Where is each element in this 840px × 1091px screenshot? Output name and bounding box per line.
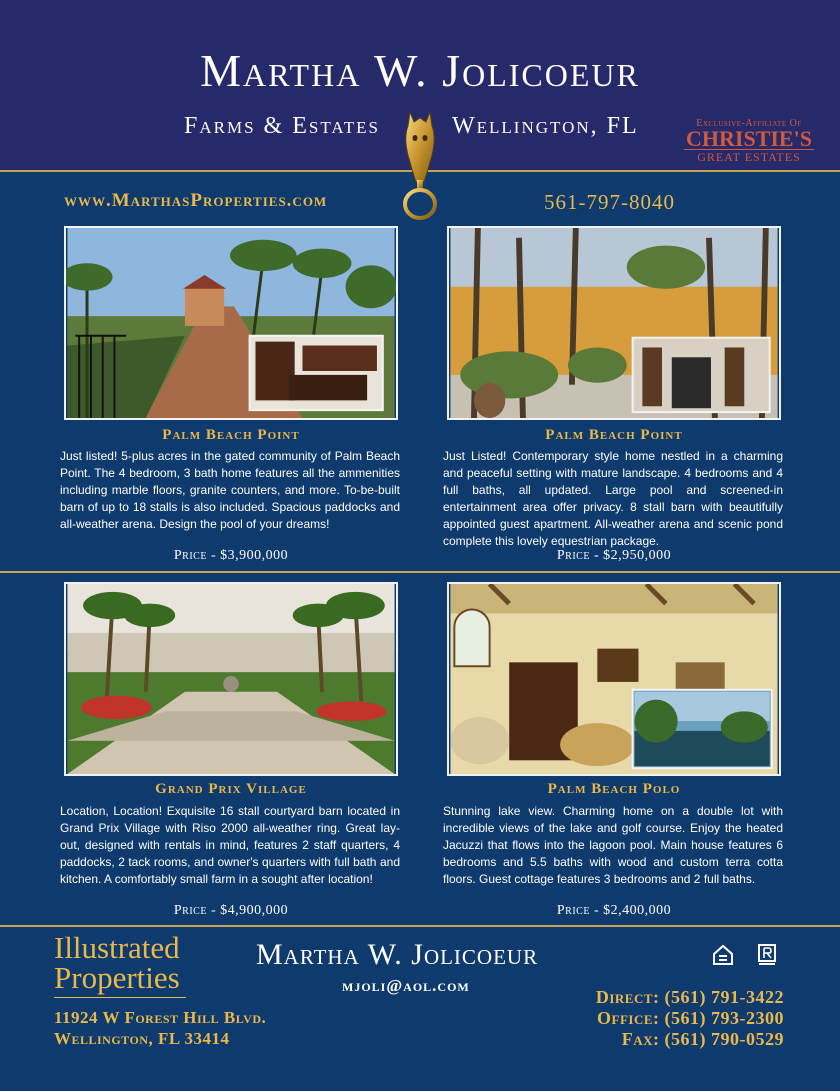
address-line-2: Wellington, FL 33414 <box>54 1029 230 1048</box>
christies-affiliate-logo <box>684 118 814 165</box>
christies-brand: CHRISTIE'S <box>684 129 814 150</box>
listing-3-title: Grand Prix Village <box>155 781 307 797</box>
fax-number: Fax: (561) 790-0529 <box>621 1029 784 1049</box>
listing-2-price: Price - $2,950,000 <box>556 548 672 563</box>
great-estates-label: GREAT ESTATES <box>697 150 801 164</box>
horse-head-knocker-icon <box>396 106 444 220</box>
listing-4-price: Price - $2,400,000 <box>556 903 672 918</box>
listing-2-photo <box>447 226 781 420</box>
equal-housing-icon <box>712 944 734 966</box>
listings-divider-1 <box>0 571 840 573</box>
listing-4-photo <box>447 582 781 776</box>
footer-divider <box>0 925 840 927</box>
listing-2-title: Palm Beach Point <box>545 427 683 443</box>
office-phone[interactable]: Office: (561) 793-2300 <box>597 1008 784 1028</box>
listing-4-title: Palm Beach Polo <box>547 781 681 797</box>
agent-email-link[interactable]: mjoli@aol.com <box>342 976 470 995</box>
listing-3-description: Location, Location! Exquisite 16 stall courtyard barn located in Grand Prix Village with Riso 2000 all-weather ring. Great lay-out, designed with rentals in mind, features 2 staff quarters, 4 paddocks, 2 tack rooms, and owner's quarters with full bath and kitchen. A comfortably small farm in a sought after location! <box>60 804 400 886</box>
farms-estates-subtitle: Farms & Estates <box>184 113 380 139</box>
realtor-icon <box>758 944 776 966</box>
footer-phone-list <box>596 987 784 1050</box>
agent-name-title: Martha W. Jolicoeur <box>200 45 640 96</box>
illustrated-properties-logo <box>54 930 186 998</box>
brand-line-1: Illustrated <box>54 930 180 965</box>
brand-line-2: Properties <box>54 960 180 995</box>
listing-4-description: Stunning lake view. Charming home on a double lot with incredible views of the lake and golf course. Enjoy the heated Jacuzzi that flows into the lagoon pool. Main house features 6 bedrooms and 5.5 baths with wood and custom terra cotta floors. Guest cottage features 3 bedrooms and 2 full baths. <box>443 804 783 886</box>
listing-3-photo <box>64 582 398 776</box>
website-link[interactable]: www.MarthasProperties.com <box>64 190 328 211</box>
location-subtitle: Wellington, FL <box>452 113 639 139</box>
header-phone[interactable]: 561-797-8040 <box>544 190 675 214</box>
listing-1-price: Price - $3,900,000 <box>173 548 289 563</box>
office-address <box>54 1007 266 1049</box>
listing-1-title: Palm Beach Point <box>162 427 300 443</box>
listing-2-description: Just Listed! Contemporary style home nestled in a charming and peaceful setting with mature landscape. 4 bedrooms and 4 full baths, all updated. Large pool and screened-in entertainment area offer privacy. 8 stall barn with beautifully appointed guest apartment. All-weather arena and scenic pond complete this lovely equestrian package. <box>443 449 783 548</box>
listing-1-photo <box>64 226 398 420</box>
footer-agent-name: Martha W. Jolicoeur <box>256 938 539 971</box>
address-line-1: 11924 W Forest Hill Blvd. <box>54 1008 267 1027</box>
direct-phone[interactable]: Direct: (561) 791-3422 <box>595 987 784 1007</box>
affiliate-label: Exclusive-Affiliate Of <box>696 118 802 129</box>
brand-underline <box>54 997 186 998</box>
listing-3-price: Price - $4,900,000 <box>173 903 289 918</box>
listing-1-description: Just listed! 5-plus acres in the gated community of Palm Beach Point. The 4 bedroom, 3 bath home features all the ammenities including marble floors, granite counters, and more. To-be-built barn of up to 18 stalls is also included. Spacious paddocks and all-weather arena. Design the pool of your dreams! <box>60 449 400 531</box>
